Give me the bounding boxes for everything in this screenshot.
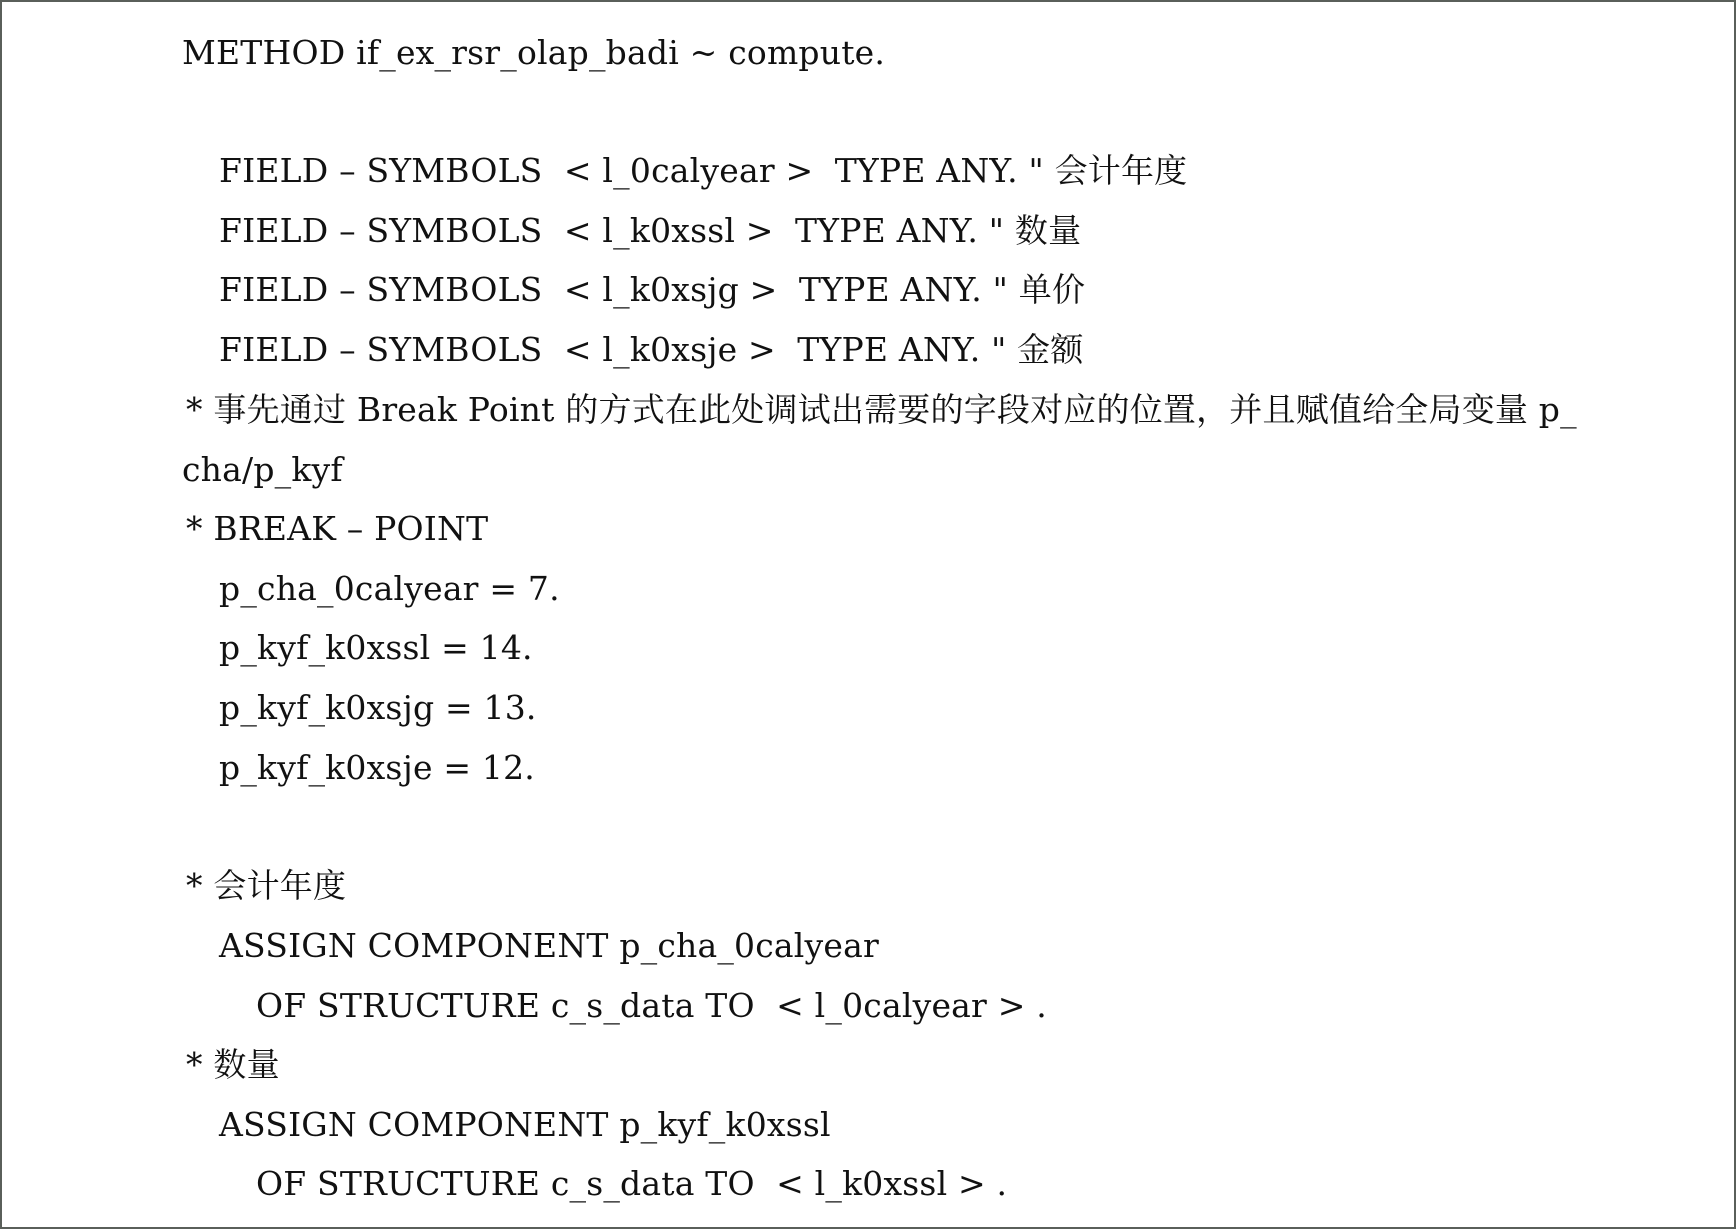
code-line-assign-component-xssl: ASSIGN COMPONENT p_kyf_k0xssl — [219, 1105, 831, 1144]
code-line-field-symbol-calyear: FIELD – SYMBOLS < l_0calyear > TYPE ANY. " 会计年度 — [219, 151, 1188, 190]
code-line-of-structure-calyear: OF STRUCTURE c_s_data TO < l_0calyear > . — [256, 986, 1047, 1025]
code-line-comment-break-point: * 事先通过 Break Point 的方式在此处调试出需要的字段对应的位置，并且赋值给全局变量 p_ — [186, 390, 1577, 429]
code-line-comment-quantity: * 数量 — [186, 1045, 280, 1084]
code-line-assign-component-calyear: ASSIGN COMPONENT p_cha_0calyear — [219, 926, 879, 965]
code-line-field-symbol-xssl: FIELD – SYMBOLS < l_k0xssl > TYPE ANY. " 数量 — [219, 211, 1082, 250]
code-line-comment-continuation: cha/p_kyf — [182, 450, 343, 489]
code-line-assign-xssl-index: p_kyf_k0xssl = 14. — [219, 628, 533, 667]
code-line-comment-calyear: * 会计年度 — [186, 866, 347, 905]
code-line-assign-xsje-index: p_kyf_k0xsje = 12. — [219, 748, 535, 787]
code-line-method: METHOD if_ex_rsr_olap_badi ~ compute. — [182, 33, 886, 72]
code-line-of-structure-xssl: OF STRUCTURE c_s_data TO < l_k0xssl > . — [256, 1164, 1008, 1203]
code-line-field-symbol-xsje: FIELD – SYMBOLS < l_k0xsje > TYPE ANY. " 金额 — [219, 330, 1084, 369]
code-line-field-symbol-xsjg: FIELD – SYMBOLS < l_k0xsjg > TYPE ANY. " 单价 — [219, 270, 1086, 309]
code-line-comment-break-point-statement: * BREAK – POINT — [186, 509, 489, 548]
code-line-assign-xsjg-index: p_kyf_k0xsjg = 13. — [219, 688, 537, 727]
code-line-assign-calyear-index: p_cha_0calyear = 7. — [219, 569, 560, 608]
